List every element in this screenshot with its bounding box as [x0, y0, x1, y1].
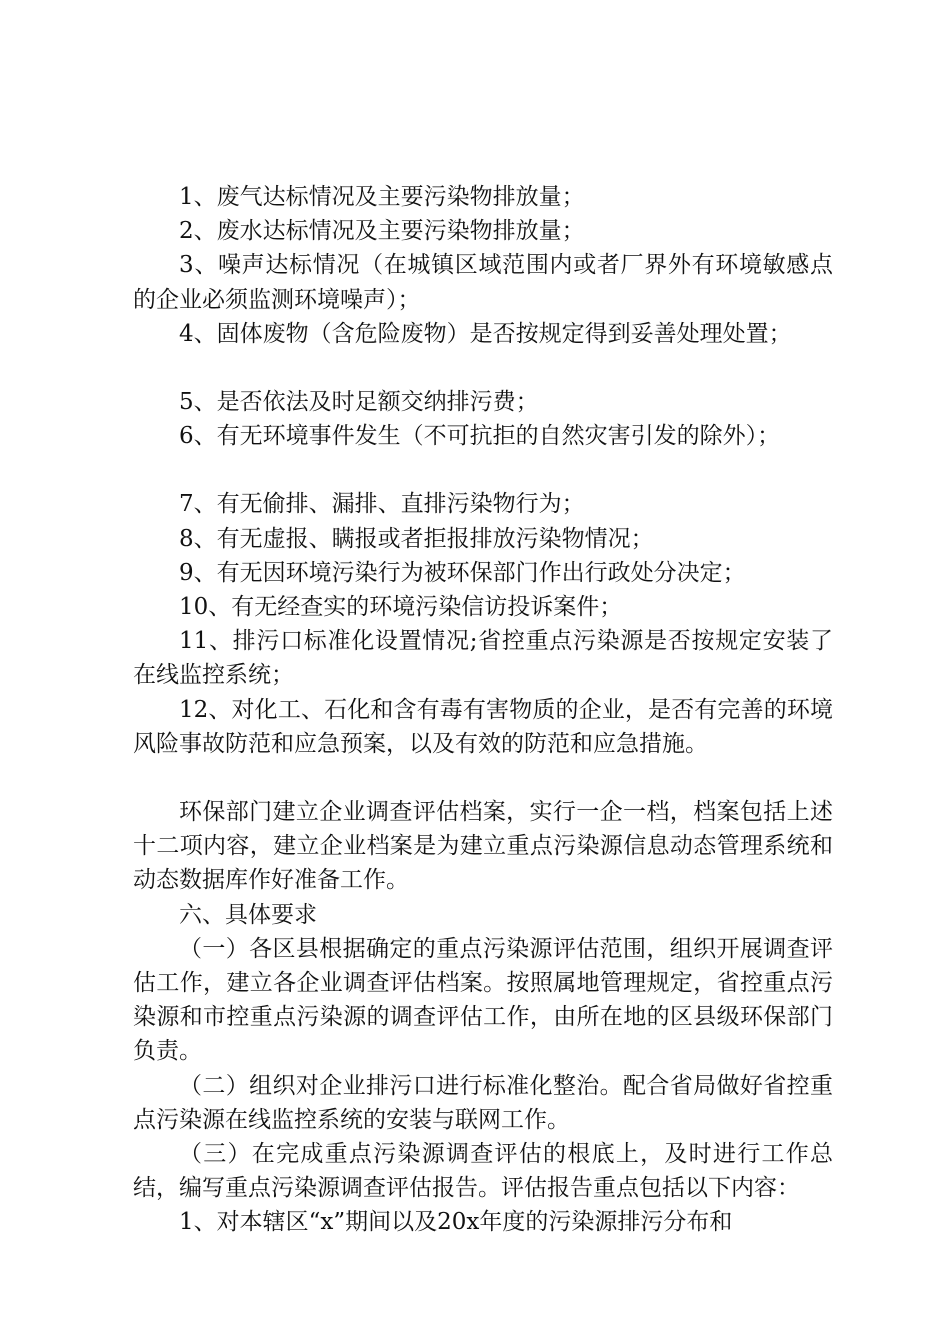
item-illegal-discharge: 7、有无偷排、漏排、直排污染物行为； — [179, 491, 585, 518]
item-risk-prevention: 12、对化工、石化和含有毒有害物质的企业，是否有完善的环境风险事故防范和应急预案，以及有效的防范和应急措施。 — [133, 696, 833, 757]
item-administrative-penalty: 9、有无因环境污染行为被环保部门作出行政处分决定； — [179, 559, 746, 586]
report-item-one: 1、对本辖区“x”期间以及20x年度的污染源排污分布和 — [179, 1209, 733, 1236]
requirement-three: （三）在完成重点污染源调查评估的根底上，及时进行工作总结，编写重点污染源调查评估报告。评估报告重点包括以下内容： — [133, 1141, 833, 1202]
document-body — [133, 180, 833, 1240]
item-false-reporting: 8、有无虚报、瞒报或者拒报排放污染物情况； — [179, 525, 654, 552]
requirement-two: （二）组织对企业排污口进行标准化整治。配合省局做好省控重点污染源在线监控系统的安装与联网工作。 — [133, 1072, 833, 1133]
item-complaint-cases: 10、有无经查实的环境污染信访投诉案件； — [179, 594, 623, 621]
item-environmental-incident: 6、有无环境事件发生（不可抗拒的自然灾害引发的除外）； — [179, 423, 781, 450]
item-outlet-standardization: 11、排污口标准化设置情况;省控重点污染源是否按规定安装了在线监控系统； — [133, 628, 833, 689]
archive-paragraph: 环保部门建立企业调查评估档案，实行一企一档，档案包括上述十二项内容，建立企业档案是为建立重点污染源信息动态管理系统和动态数据库作好准备工作。 — [133, 799, 833, 894]
item-discharge-fee: 5、是否依法及时足额交纳排污费； — [179, 389, 539, 416]
item-exhaust-gas: 1、废气达标情况及主要污染物排放量； — [179, 184, 585, 210]
item-noise: 3、噪声达标情况（在城镇区域范围内或者厂界外有环境敏感点的企业必须监测环境噪声）； — [133, 252, 833, 313]
requirement-one: （一）各区县根据确定的重点污染源评估范围，组织开展调查评估工作，建立各企业调查评估档案。按照属地管理规定，省控重点污染源和市控重点污染源的调查评估工作，由所在地的区县级环保部门负责。 — [133, 935, 833, 1065]
section-heading-requirements: 六、具体要求 — [179, 901, 317, 928]
item-wastewater: 2、废水达标情况及主要污染物排放量； — [179, 218, 585, 245]
item-solid-waste: 4、固体废物（含危险废物）是否按规定得到妥善处理处置； — [179, 320, 792, 347]
